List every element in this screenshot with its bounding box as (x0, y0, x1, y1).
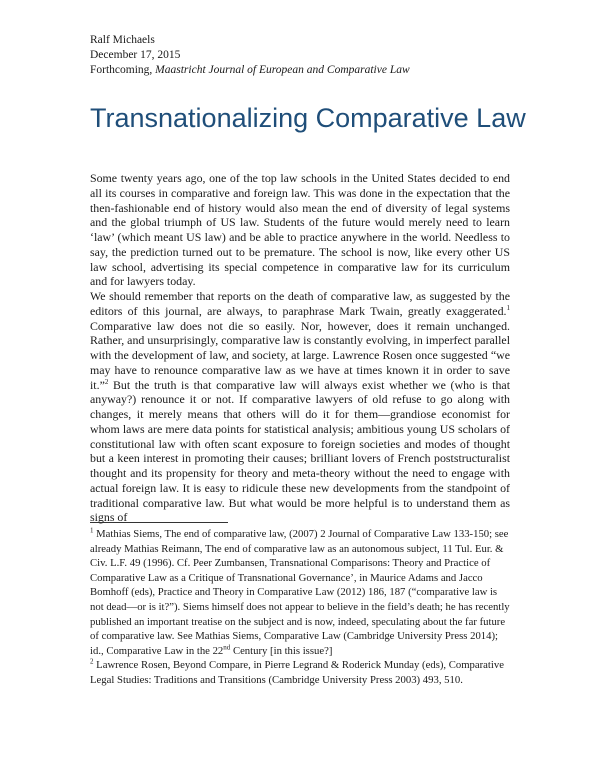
publication-note (90, 63, 410, 78)
forthcoming-label: Forthcoming, (90, 64, 156, 76)
paragraph-2-part-a: We should remember that reports on the death of comparative law, as suggested by the editors of this journal, are always, to paraphrase Mark Twain, greatly exaggerated. (90, 289, 510, 318)
footnote-ref-1[interactable]: 1 (506, 303, 510, 312)
footnote-2-marker: 2 (90, 657, 94, 666)
footnotes (90, 527, 510, 688)
paragraph-1: Some twenty years ago, one of the top law schools in the United States decided to end all its courses in comparative and foreign law. This was done in the expectation that the then-fashionable end of history would also mean the end of diversity of legal systems and the global triumph of US law. Students of the future would merely need to learn ‘law’ (which meant US law) and be able to practice anywhere in the world. Needless to say, the prediction turned out to be premature. The school is now, like every other US law school, advertising its special competence in comparative law for its curriculum and for lawyers today. (90, 171, 510, 289)
document-date: December 17, 2015 (90, 49, 181, 61)
footnote-divider (90, 522, 228, 523)
footnote-ref-2[interactable]: 2 (104, 377, 109, 386)
footnote-2 (90, 658, 510, 687)
paper-title: Transnationalizing Comparative Law (90, 103, 526, 133)
footnote-1-text-b: Century [in this issue?] (230, 644, 333, 657)
footnote-1-ordinal: nd (223, 643, 231, 652)
document-header (90, 33, 410, 78)
footnote-1-text-a: Mathias Siems, The end of comparative law, (2007) 2 Journal of Comparative Law 133-150; see already Mathias Reimann, The end of comparative law as an autonomous subject, 11 Tul. Eur. & Civ. L.F. 49 (1996). Cf. Peer Zumbansen, Transnational Comparisons: Theory and Practice of Comparative Law as a Critique of Transnational Governance’, in Maurice Adams and Jacco Bomhoff (eds), Practice and Theory in Comparative Law (2012) 186, 187 (“comparative law is not dead—or is it?”). Siems himself does not appear to believe in the field’s death; he has recently published an important treatise on the subject and is now, indeed, speculating about the far future of comparative law. See Mathias Siems, Comparative Law (Cambridge University Press 2014); id., Comparative Law in the 22 (90, 528, 510, 657)
footnote-1 (90, 527, 510, 658)
journal-name: Maastricht Journal of European and Comparative Law (155, 64, 410, 76)
paragraph-2 (90, 289, 510, 525)
paragraph-2-part-b: Comparative law does not die so easily. Nor, however, does it remain unchanged. Rather, and unsurprisingly, comparative law is constantly evolving, in imperfect parallel with the development of law, and society, at large. Lawrence Rosen once suggested “we may have to renounce comparative law as we have at times known it in order to save it.” (90, 318, 510, 392)
footnote-1-marker: 1 (90, 526, 94, 535)
body-text (90, 171, 510, 525)
paragraph-2-part-c: But the truth is that comparative law will always exist whether we (who is that anyway?) renounce it or not. If comparative lawyers of old refuse to go along with changes, it merely means that others will do it for them—grandiose economist for whom laws are mere data points for statistical analysis; ambitious young US scholars of constitutional law with often scant exposure to foreign societies and modes of thought but a keen interest in promoting their causes; brilliant lovers of French poststructuralist thought and its propensity for theory and meta-theory without the need to engage with actual foreign law. It is easy to ridicule these new developments from the standpoint of traditional comparative law. But what would be more helpful is to understand them as signs of (90, 377, 510, 525)
footnote-2-text: Lawrence Rosen, Beyond Compare, in Pierre Legrand & Roderick Munday (eds), Comparative Legal Studies: Traditions and Transitions (Cambridge University Press 2003) 493, 510. (90, 659, 504, 686)
author-name: Ralf Michaels (90, 34, 155, 46)
